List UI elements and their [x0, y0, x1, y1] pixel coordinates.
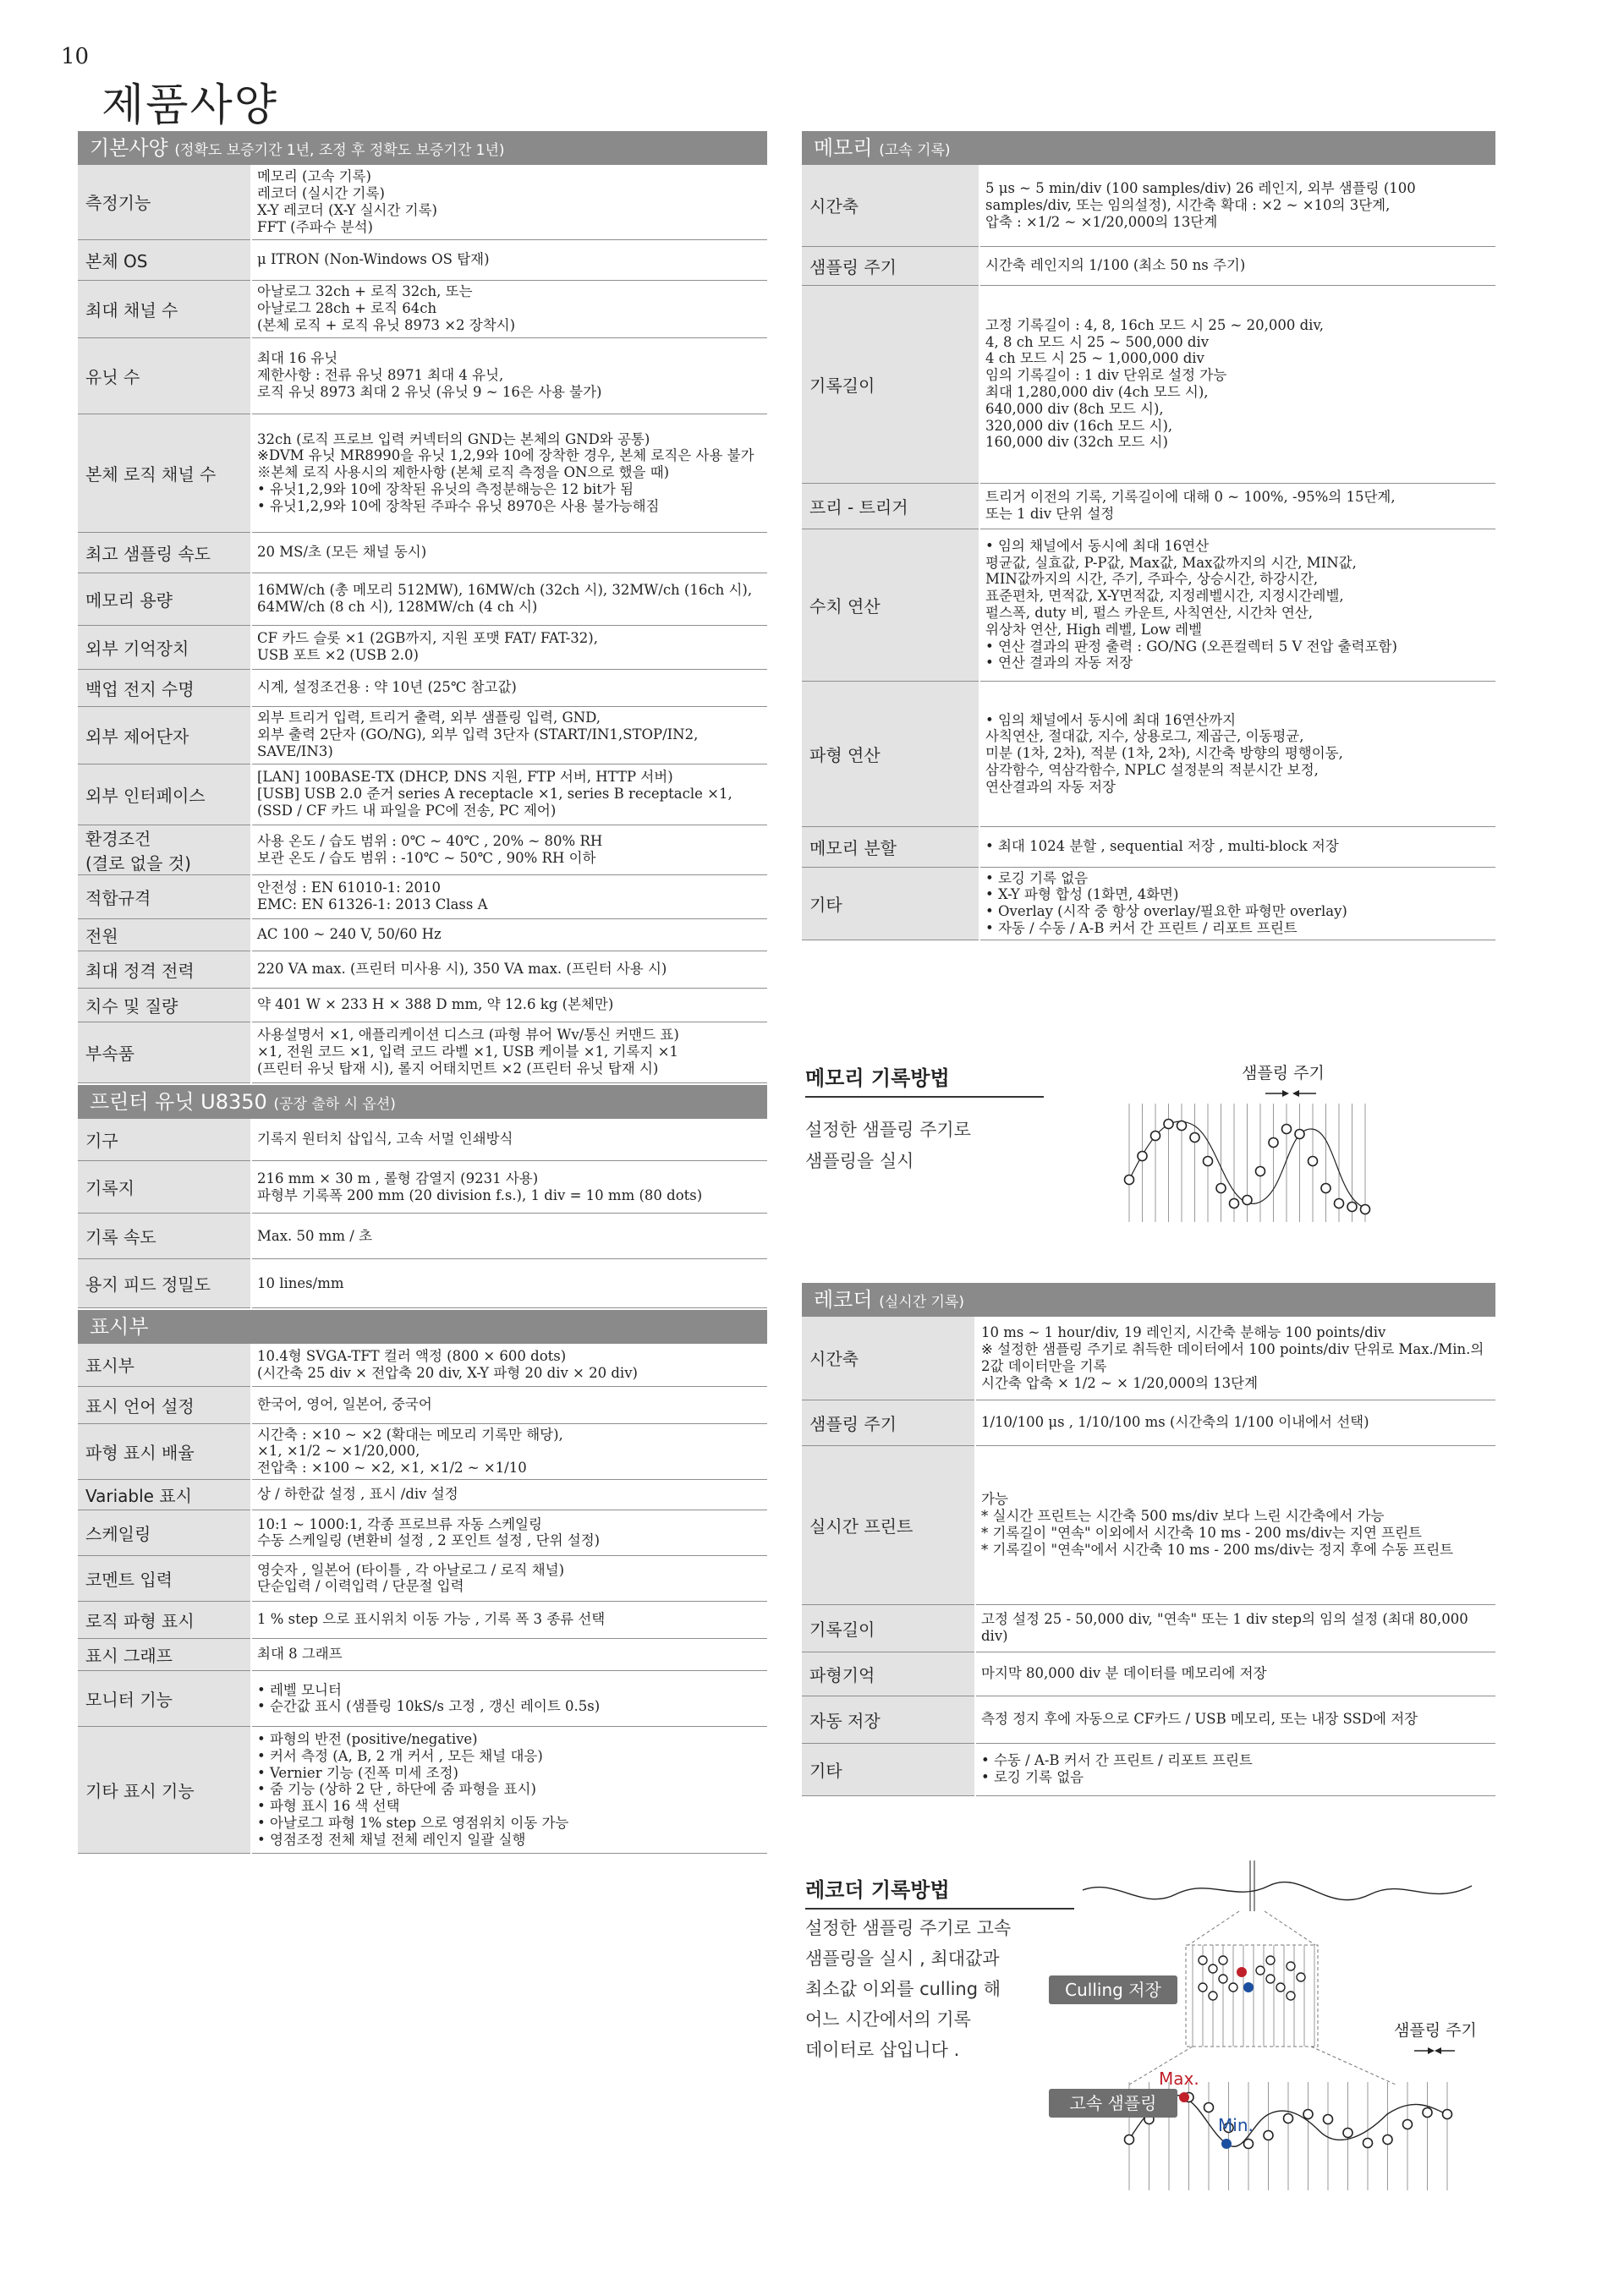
spec-label: 프리 - 트리거 [802, 483, 979, 529]
spec-value: 10:1 ~ 1000:1, 각종 프로브류 자동 스케일링 수동 스케일링 (변환비 설정 , 2 포인트 설정 , 단위 설정) [251, 1510, 767, 1555]
spec-label: 환경조건 (결로 없을 것) [78, 825, 251, 874]
spec-row [78, 1479, 767, 1510]
spec-row [802, 483, 1495, 529]
spec-row [802, 1652, 1495, 1696]
spec-row [802, 529, 1495, 681]
basic-spec-title: 기본사양 [90, 136, 168, 160]
spec-value: 기록지 원터치 삽입식, 고속 서멀 인쇄방식 [251, 1119, 767, 1161]
spec-value: 20 MS/초 (모든 채널 동시) [251, 532, 767, 573]
spec-row [78, 337, 767, 414]
spec-row [78, 1601, 767, 1638]
fast-sample-dot [1204, 2103, 1214, 2112]
memory-arrow-left-head [1282, 1090, 1289, 1097]
spec-row [802, 165, 1495, 246]
culling-badge-label: Culling 저장 [1065, 1980, 1161, 2000]
spec-value: 영숫자 , 일본어 (타이틀 , 각 아날로그 / 로직 채널) 단순입력 / 이력입력 / 단문절 입력 [251, 1555, 767, 1601]
spec-value: 사용설명서 ×1, 애플리케이션 디스크 (파형 뷰어 Wv/통신 커맨드 표) ×1, 전원 코드 ×1, 입력 코드 라벨 ×1, USB 케이블 ×1, 기록지 ×1 (프린터 유닛 탑재 시), 롤지 어태치먼트 ×2 (프린터 유닛 탑재 시) [251, 1022, 767, 1082]
recorder-arrow-right-head [1435, 2047, 1441, 2054]
spec-label: 외부 기억장치 [78, 625, 251, 669]
spec-row [802, 1696, 1495, 1743]
recorder-arrow-left-head [1428, 2047, 1435, 2054]
memory-spec-title: 메모리 [814, 136, 873, 160]
memory-spec-header [802, 131, 1495, 165]
spec-row [78, 532, 767, 573]
basic-spec-table [78, 165, 767, 1083]
spec-label: 수치 연산 [802, 529, 979, 681]
spec-label: 로직 파형 표시 [78, 1601, 251, 1638]
spec-value: • 수동 / A-B 커서 간 프린트 / 리포트 프린트 • 로깅 기록 없음 [975, 1743, 1495, 1795]
spec-label: 본체 OS [78, 239, 251, 280]
spec-value: 안전성 : EN 61010-1: 2010 EMC: EN 61326-1: 2013 Class A [251, 874, 767, 918]
spec-row [78, 706, 767, 764]
zoom-guide-right [1265, 1911, 1315, 1945]
printer-spec-note: (공장 출하 시 옵션) [273, 1095, 396, 1113]
spec-value: CF 카드 슬롯 ×1 (2GB까지, 지원 포맷 FAT/ FAT-32), USB 포트 ×2 (USB 2.0) [251, 625, 767, 669]
culling-dots [1199, 1956, 1305, 2000]
fast-sampling-badge-label: 고속 샘플링 [1069, 2093, 1157, 2113]
spec-row [78, 1161, 767, 1214]
memory-sampling-label: 샘플링 주기 [1242, 1064, 1325, 1082]
right-column-lower [802, 1283, 1495, 1796]
spec-row [78, 951, 767, 988]
spec-value: 10.4형 SVGA-TFT 컬러 액정 (800 × 600 dots) (시간축 25 div × 전압축 20 div, X-Y 파형 20 div × 20 div) [251, 1344, 767, 1386]
culling-dot [1219, 1956, 1227, 1964]
spec-label: 기타 [802, 1743, 975, 1795]
spec-label: 시간축 [802, 1317, 975, 1400]
culling-dot [1287, 1962, 1295, 1970]
sample-dot [1216, 1184, 1226, 1193]
spec-value: 16MW/ch (총 메모리 512MW), 16MW/ch (32ch 시), 32MW/ch (16ch 시), 64MW/ch (8 ch 시), 128MW/ch (4 ch 시) [251, 573, 767, 625]
spec-row [78, 414, 767, 532]
sample-dot [1164, 1120, 1173, 1129]
sample-dot [1269, 1138, 1278, 1148]
spec-value: 최대 16 유닛 제한사항 : 전류 유닛 8971 최대 4 유닛, 로직 유닛 8973 최대 2 유닛 (유닛 9 ~ 16은 사용 불가) [251, 337, 767, 414]
spec-label: 본체 로직 채널 수 [78, 414, 251, 532]
zoom-guide-left [1188, 1911, 1239, 1945]
memory-sampling-diagram [1116, 1061, 1421, 1230]
culling-dot [1297, 1973, 1305, 1981]
culling-dot [1266, 1956, 1275, 1964]
spec-value: 1/10/100 μs , 1/10/100 ms (시간축의 1/100 이내에서 선택) [975, 1400, 1495, 1445]
spec-label: Variable 표시 [78, 1479, 251, 1510]
spec-label: 백업 전지 수명 [78, 669, 251, 706]
display-spec-table [78, 1344, 767, 1854]
fast-sample-dot [1284, 2114, 1293, 2123]
right-column [802, 131, 1495, 940]
culling-dot [1199, 1983, 1207, 1992]
spec-label: 부속품 [78, 1022, 251, 1082]
spec-value: 사용 온도 / 습도 범위 : 0℃ ~ 40℃ , 20% ~ 80% RH 보관 온도 / 습도 범위 : -10℃ ~ 50℃ , 90% RH 이하 [251, 825, 767, 874]
sample-dot [1243, 1196, 1252, 1205]
spec-row [78, 1386, 767, 1423]
spec-value: Max. 50 mm / 초 [251, 1214, 767, 1259]
fast-sample-dot [1244, 2140, 1254, 2149]
spec-row [78, 1259, 767, 1308]
left-column [78, 131, 767, 1854]
memory-spec-note: (고속 기록) [879, 142, 951, 159]
spec-label: 최고 샘플링 속도 [78, 532, 251, 573]
spec-label: 표시 그래프 [78, 1638, 251, 1670]
spec-value: 측정 정지 후에 자동으로 CF카드 / USB 메모리, 또는 내장 SSD에 저장 [975, 1696, 1495, 1743]
spec-row [802, 1743, 1495, 1795]
spec-row [78, 825, 767, 874]
spec-row [78, 573, 767, 625]
fast-sample-dot [1324, 2115, 1333, 2124]
spec-row [802, 1400, 1495, 1445]
spec-label: 기록길이 [802, 1604, 975, 1652]
sample-dot [1282, 1125, 1292, 1134]
spec-value: 트리거 이전의 기록, 기록길이에 대해 0 ~ 100%, -95%의 15단계, 또는 1 div 단위 설정 [979, 483, 1495, 529]
culling-max-dot [1237, 1967, 1247, 1977]
culling-dot [1287, 1992, 1295, 2000]
spec-value: 가능 * 실시간 프린트는 시간축 500 ms/div 보다 느린 시간축에서 가능 * 기록길이 "연속" 이외에서 시간축 10 ms - 200 ms/div는 지연 프린트 * 기록길이 "연속"에서 시간축 10 ms - 200 ms/div는 정지 후에 수동 프린트 [975, 1445, 1495, 1604]
spec-value: 메모리 (고속 기록) 레코더 (실시간 기록) X-Y 레코더 (X-Y 실시간 기록) FFT (주파수 분석) [251, 165, 767, 239]
memory-spec-table [802, 165, 1495, 940]
fast-sample-dot [1423, 2108, 1432, 2118]
spec-label: 치수 및 질량 [78, 988, 251, 1022]
spec-row [78, 625, 767, 669]
spec-value: 5 μs ~ 5 min/div (100 samples/div) 26 레인지, 외부 샘플링 (100 samples/div, 또는 임의설정), 시간축 확대 : ×2 ~ ×10의 3단계, 압축 : ×1/2 ~ ×1/20,000의 13단계 [979, 165, 1495, 246]
spec-label: 샘플링 주기 [802, 246, 979, 285]
spec-label: 기록길이 [802, 285, 979, 483]
spec-label: 파형기억 [802, 1652, 975, 1696]
culling-dot [1209, 1964, 1217, 1973]
spec-row [78, 669, 767, 706]
sample-dot [1335, 1199, 1344, 1208]
printer-spec-table [78, 1119, 767, 1309]
fast-sample-dot [1403, 2120, 1413, 2129]
sample-dot [1177, 1121, 1187, 1131]
spec-row [78, 1214, 767, 1259]
recorder-method-title: 레코더 기록방법 [805, 1873, 1074, 1910]
spec-value: [LAN] 100BASE-TX (DHCP, DNS 지원, FTP 서버, HTTP 서버) [USB] USB 2.0 준거 series A receptacle ×1, series B receptacle ×1, (SSD / CF 카드 내 파일을 PC에 전송, PC 제어) [251, 764, 767, 825]
sample-dot [1309, 1157, 1318, 1166]
spec-label: 전원 [78, 918, 251, 951]
spec-row [802, 1445, 1495, 1604]
spec-value: • 최대 1024 분할 , sequential 저장 , multi-block 저장 [979, 826, 1495, 867]
sample-dot [1138, 1152, 1147, 1161]
spec-row [78, 1726, 767, 1853]
spec-label: 최대 채널 수 [78, 280, 251, 337]
culling-dot [1276, 1983, 1285, 1992]
spec-value: 한국어, 영어, 일본어, 중국어 [251, 1386, 767, 1423]
basic-spec-header [78, 131, 767, 165]
fast-sample-dot [1125, 2135, 1134, 2145]
fast-sample-dot [1383, 2135, 1392, 2145]
recorder-spec-note: (실시간 기록) [879, 1294, 964, 1311]
spec-value: 마지막 80,000 div 분 데이터를 메모리에 저장 [975, 1652, 1495, 1696]
sample-dot [1361, 1205, 1370, 1214]
spec-row [78, 1510, 767, 1555]
spec-value: • 임의 채널에서 동시에 최대 16연산 평균값, 실효값, P-P값, Max값, Max값까지의 시간, MIN값, MIN값까지의 시간, 주기, 주파수, 상승시간, 하강시간, 표준편차, 면적값, X-Y면적값, 지정레벨시간, 지정시간레벨, 펄스폭, duty 비, 펄스 카운트, 사칙연산, 시간차 연산, 위상차 연산, High 레벨, Low 레벨 • 연산 결과의 판정 출력 : GO/NG (오픈컬렉터 5 V 전압 출력포함) • 연산 결과의 자동 저장 [979, 529, 1495, 681]
spec-row [78, 874, 767, 918]
spec-row [802, 246, 1495, 285]
spec-row [78, 988, 767, 1022]
fast-min-dot [1221, 2139, 1232, 2149]
spec-value: 최대 8 그래프 [251, 1638, 767, 1670]
zoom-guide-right-2 [1311, 2047, 1396, 2085]
fast-sample-dot [1443, 2110, 1452, 2119]
fast-sample-dot [1303, 2110, 1313, 2119]
spec-label: 기타 표시 기능 [78, 1726, 251, 1853]
spec-label: 표시 언어 설정 [78, 1386, 251, 1423]
culling-min-dot [1243, 1982, 1254, 1992]
spec-value: 고정 기록길이 : 4, 8, 16ch 모드 시 25 ~ 20,000 div, 4, 8 ch 모드 시 25 ~ 500,000 div 4 ch 모드 시 25 ~ 1,000,000 div 임의 기록길이 : 1 div 단위로 설정 가능 최대 1,280,000 div (4ch 모드 시), 640,000 div (8ch 모드 시), 320,000 div (16ch 모드 시), 160,000 div (32ch 모드 시) [979, 285, 1495, 483]
display-spec-header [78, 1310, 767, 1344]
spec-value: 아날로그 32ch + 로직 32ch, 또는 아날로그 28ch + 로직 64ch (본체 로직 + 로직 유닛 8973 ×2 장착시) [251, 280, 767, 337]
spec-row [802, 867, 1495, 940]
spec-label: 실시간 프린트 [802, 1445, 975, 1604]
spec-value: • 로깅 기록 없음 • X-Y 파형 합성 (1화면, 4화면) • Overlay (시작 중 항상 overlay/필요한 파형만 overlay) • 자동 / 수동 / A-B 커서 간 프린트 / 리포트 프린트 [979, 867, 1495, 940]
spec-row [78, 1022, 767, 1082]
spec-label: 기타 [802, 867, 979, 940]
culling-dot [1209, 1992, 1217, 2000]
spec-label: 최대 정격 전력 [78, 951, 251, 988]
sample-dot [1151, 1132, 1160, 1141]
spec-row [78, 1423, 767, 1479]
spec-value: • 임의 채널에서 동시에 최대 16연산까지 사칙연산, 절대값, 지수, 상용로그, 제곱근, 이동평균, 미분 (1차, 2차), 적분 (1차, 2차), 시간축 방향의 평행이동, 삼각함수, 역삼각함수, NPLC 설정분의 적분시간 보정, 연산결과의 자동 저장 [979, 681, 1495, 826]
spec-row [802, 1317, 1495, 1400]
spec-value: 상 / 하한값 설정 , 표시 /div 설정 [251, 1479, 767, 1510]
max-label: Max. [1159, 2069, 1199, 2089]
spec-label: 메모리 분할 [802, 826, 979, 867]
recorder-spec-title: 레코더 [814, 1288, 873, 1312]
spec-value: • 파형의 반전 (positive/negative) • 커서 측정 (A, B, 2 개 커서 , 모든 채널 대응) • Vernier 기능 (진폭 미세 조정) • 줌 기능 (상하 2 단 , 하단에 줌 파형을 표시) • 파형 표시 16 색 선택 • 아날로그 파형 1% step 으로 영점위치 이동 가능 • 영점조정 전체 채널 전체 레인지 일괄 실행 [251, 1726, 767, 1853]
recorder-method-text: 설정한 샘플링 주기로 고속 샘플링을 실시 , 최대값과 최소값 이외를 culling 해 어느 시간에서의 기록 데이터로 삽입니다 . [805, 1918, 1012, 2061]
spec-label: 파형 연산 [802, 681, 979, 826]
spec-label: 적합규격 [78, 874, 251, 918]
spec-label: 코멘트 입력 [78, 1555, 251, 1601]
spec-row [78, 1119, 767, 1161]
spec-label: 파형 표시 배율 [78, 1423, 251, 1479]
spec-value: 1 % step 으로 표시위치 이동 가능 , 기록 폭 3 종류 선택 [251, 1601, 767, 1638]
spec-value: 고정 설정 25 - 50,000 div, "연속" 또는 1 div step의 임의 설정 (최대 80,000 div) [975, 1604, 1495, 1652]
spec-value: 약 401 W × 233 H × 388 D mm, 약 12.6 kg (본체만) [251, 988, 767, 1022]
spec-value: 10 lines/mm [251, 1259, 767, 1308]
spec-value: 32ch (로직 프로브 입력 커넥터의 GND는 본체의 GND와 공통) ※DVM 유닛 MR8990을 유닛 1,2,9와 10에 장착한 경우, 본체 로직은 사용 불가 ※본체 로직 사용시의 제한사항 (본체 로직 측정을 ON으로 했을 때) • 유닛1,2,9와 10에 장착된 유닛의 측정분해능은 12 bit가 됨 • 유닛1,2,9와 10에 장착된 주파수 유닛 8970은 사용 불가능해짐 [251, 414, 767, 532]
sample-dot [1295, 1130, 1304, 1139]
memory-arrow-right-head [1292, 1090, 1299, 1097]
fast-max-dot [1179, 2092, 1189, 2102]
spec-label: 스케일링 [78, 1510, 251, 1555]
printer-spec-title: 프린터 유닛 U8350 [90, 1089, 267, 1114]
recorder-spec-header [802, 1283, 1495, 1317]
spec-value: 220 VA max. (프린터 미사용 시), 350 VA max. (프린터 사용 시) [251, 951, 767, 988]
spec-row [802, 681, 1495, 826]
sample-dot [1256, 1167, 1265, 1176]
culling-dot [1229, 1983, 1237, 1992]
sample-dot [1204, 1157, 1213, 1166]
fast-sample-dot [1343, 2129, 1352, 2138]
sample-dot [1347, 1203, 1357, 1212]
memory-method-title: 메모리 기록방법 [805, 1061, 1044, 1098]
spec-row [802, 1604, 1495, 1652]
min-label: Min. [1218, 2115, 1254, 2135]
spec-label: 기록지 [78, 1161, 251, 1214]
spec-value: • 레벨 모니터 • 순간값 표시 (샘플링 10kS/s 고정 , 갱신 레이트 0.5s) [251, 1670, 767, 1726]
recorder-waveform-top [1083, 1882, 1472, 1900]
basic-spec-note: (정확도 보증기간 1년, 조정 후 정확도 보증기간 1년) [174, 142, 505, 159]
spec-row [78, 918, 767, 951]
spec-value: μ ITRON (Non-Windows OS 탑재) [251, 239, 767, 280]
spec-row [78, 764, 767, 825]
culling-dot [1256, 1966, 1265, 1975]
spec-row [802, 826, 1495, 867]
sample-dot [1321, 1184, 1330, 1193]
spec-value: 시간축 레인지의 1/100 (최소 50 ns 주기) [979, 246, 1495, 285]
spec-row [78, 1555, 767, 1601]
spec-value: AC 100 ~ 240 V, 50/60 Hz [251, 918, 767, 951]
spec-label: 모니터 기능 [78, 1670, 251, 1726]
culling-dot [1199, 1956, 1207, 1964]
spec-row [78, 1670, 767, 1726]
sample-dot [1190, 1133, 1199, 1143]
fast-sample-dot [1264, 2131, 1273, 2140]
spec-label: 유닛 수 [78, 337, 251, 414]
spec-label: 자동 저장 [802, 1696, 975, 1743]
spec-value: 시간축 : ×10 ~ ×2 (확대는 메모리 기록만 해당), ×1, ×1/2 ~ ×1/20,000, 전압축 : ×100 ~ ×2, ×1, ×1/2 ~ ×1/10 [251, 1423, 767, 1479]
spec-label: 시간축 [802, 165, 979, 246]
spec-row [78, 1344, 767, 1386]
printer-spec-header [78, 1085, 767, 1119]
spec-row [78, 239, 767, 280]
sample-dot [1125, 1175, 1134, 1185]
culling-dot [1266, 1975, 1275, 1983]
spec-row [802, 285, 1495, 483]
spec-label: 메모리 용량 [78, 573, 251, 625]
fast-sample-dot [1363, 2139, 1373, 2148]
culling-dot [1219, 1975, 1227, 1983]
recorder-spec-table [802, 1317, 1495, 1796]
spec-row [78, 1638, 767, 1670]
display-spec-title: 표시부 [90, 1315, 149, 1339]
spec-value: 외부 트리거 입력, 트리거 출력, 외부 샘플링 입력, GND, 외부 출력 2단자 (GO/NG), 외부 입력 3단자 (START/IN1,STOP/IN2, SAVE/IN3) [251, 706, 767, 764]
spec-row [78, 165, 767, 239]
spec-label: 측정기능 [78, 165, 251, 239]
spec-label: 외부 제어단자 [78, 706, 251, 764]
sample-dot [1230, 1199, 1239, 1208]
recorder-sampling-diagram [1049, 1860, 1497, 2199]
spec-value: 216 mm × 30 m , 롤형 감열지 (9231 사용) 파형부 기록폭 200 mm (20 division f.s.), 1 div = 10 mm (80 dots) [251, 1161, 767, 1214]
spec-label: 기록 속도 [78, 1214, 251, 1259]
spec-label: 기구 [78, 1119, 251, 1161]
spec-label: 용지 피드 정밀도 [78, 1259, 251, 1308]
memory-method-text: 설정한 샘플링 주기로 샘플링을 실시 [805, 1120, 971, 1171]
recorder-sampling-label: 샘플링 주기 [1394, 2021, 1477, 2040]
page-title: 제품사양 [102, 80, 278, 131]
spec-value: 시계, 설정조건용 : 약 10년 (25℃ 참고값) [251, 669, 767, 706]
page-number: 10 [61, 44, 90, 69]
spec-label: 샘플링 주기 [802, 1400, 975, 1445]
spec-value: 10 ms ~ 1 hour/div, 19 레인지, 시간축 분해능 100 points/div ※ 설정한 샘플링 주기로 취득한 데이터에서 100 points/div 단위로 Max./Min.의 2값 데이터만을 기록 시간축 압축 × 1/2 ~ × 1/20,000의 13단계 [975, 1317, 1495, 1400]
spec-row [78, 280, 767, 337]
spec-label: 외부 인터페이스 [78, 764, 251, 825]
spec-label: 표시부 [78, 1344, 251, 1386]
